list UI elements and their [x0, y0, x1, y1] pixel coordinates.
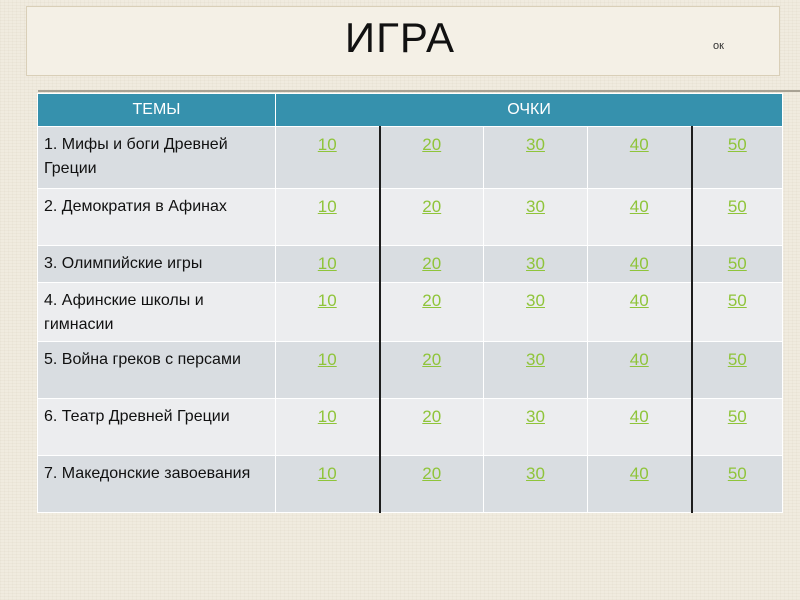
- table-row: [38, 246, 783, 283]
- topic-cell: 1. Мифы и боги Древней Греции: [38, 127, 276, 189]
- score-link[interactable]: 10: [317, 135, 337, 154]
- header-points: ОЧКИ: [276, 94, 783, 127]
- table-row: [38, 456, 783, 513]
- score-link[interactable]: 30: [526, 254, 545, 273]
- score-link[interactable]: 30: [526, 197, 545, 216]
- score-link[interactable]: 10: [317, 464, 337, 483]
- topic-cell: 5. Война греков с персами: [38, 342, 276, 399]
- game-table: [37, 93, 783, 513]
- score-link[interactable]: 50: [727, 291, 747, 310]
- score-link[interactable]: 40: [629, 407, 649, 426]
- header-topics: ТЕМЫ: [38, 94, 276, 127]
- accent-divider: [38, 90, 800, 92]
- topic-cell: 6. Театр Древней Греции: [38, 399, 276, 456]
- score-link[interactable]: 30: [526, 407, 545, 426]
- score-link[interactable]: 30: [526, 291, 545, 310]
- topic-cell: 3. Олимпийские игры: [38, 246, 276, 283]
- table-row: [38, 189, 783, 246]
- score-link[interactable]: 20: [422, 254, 442, 273]
- score-link[interactable]: 40: [629, 135, 649, 154]
- score-link[interactable]: 30: [526, 350, 545, 369]
- score-link[interactable]: 40: [629, 464, 649, 483]
- score-link[interactable]: 20: [422, 350, 442, 369]
- table-header-row: [38, 94, 783, 127]
- score-link[interactable]: 30: [526, 464, 545, 483]
- score-link[interactable]: 40: [629, 254, 649, 273]
- table-row: [38, 127, 783, 189]
- score-link[interactable]: 20: [422, 464, 442, 483]
- score-link[interactable]: 20: [422, 291, 442, 310]
- ok-link[interactable]: ок: [713, 40, 724, 52]
- score-link[interactable]: 40: [629, 197, 649, 216]
- topic-cell: 7. Македонские завоевания: [38, 456, 276, 513]
- score-link[interactable]: 10: [317, 254, 337, 273]
- score-link[interactable]: 40: [629, 291, 649, 310]
- score-link[interactable]: 10: [317, 350, 337, 369]
- table-body: [38, 127, 783, 513]
- table-row: [38, 399, 783, 456]
- score-link[interactable]: 50: [727, 350, 747, 369]
- table-row: [38, 283, 783, 342]
- score-link[interactable]: 10: [317, 407, 337, 426]
- slide-title: ИГРА: [344, 14, 456, 61]
- score-link[interactable]: 20: [422, 135, 442, 154]
- score-link[interactable]: 50: [727, 197, 747, 216]
- table-row: [38, 342, 783, 399]
- score-link[interactable]: 50: [727, 254, 747, 273]
- topic-cell: 2. Демократия в Афинах: [38, 189, 276, 246]
- score-link[interactable]: 10: [317, 291, 337, 310]
- score-link[interactable]: 50: [727, 407, 747, 426]
- topic-cell: 4. Афинские школы и гимнасии: [38, 283, 276, 342]
- score-link[interactable]: 20: [422, 407, 442, 426]
- score-link[interactable]: 40: [629, 350, 649, 369]
- score-link[interactable]: 50: [727, 135, 747, 154]
- score-link[interactable]: 20: [422, 197, 442, 216]
- score-link[interactable]: 10: [317, 197, 337, 216]
- score-link[interactable]: 50: [727, 464, 747, 483]
- score-link[interactable]: 30: [526, 135, 545, 154]
